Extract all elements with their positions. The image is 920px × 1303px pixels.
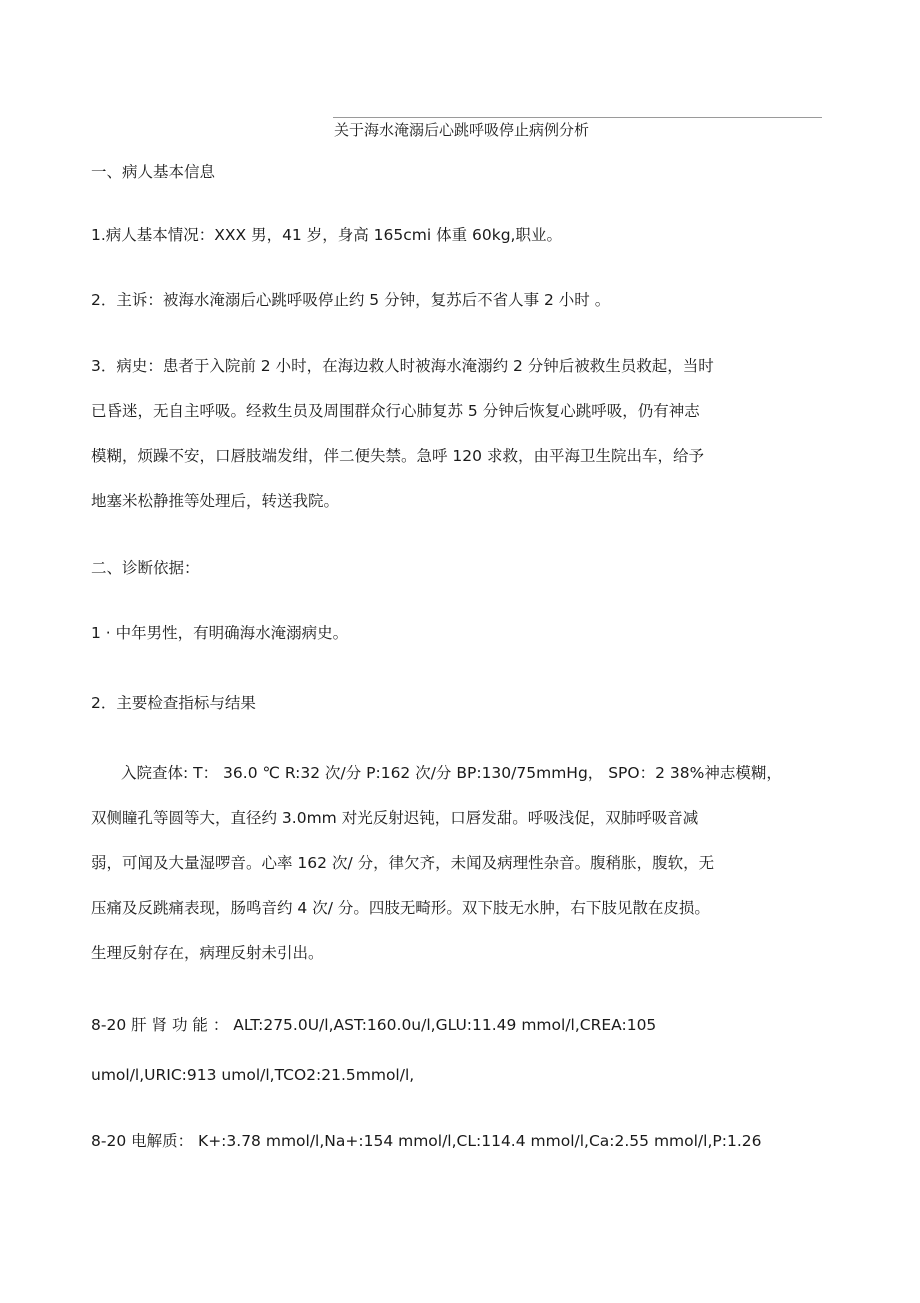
history-line: 3．病史：患者于入院前 2 小时，在海边救人时被海水淹溺约 2 分钟后被救生员救起，当时 [91, 357, 714, 375]
section-heading-diagnosis: 二、诊断依据： [91, 559, 200, 577]
exam-line: 入院查体: T： 36.0 ℃ R:32 次/分 P:162 次/分 BP:130/75mmHg， SPO：2 38%神志模糊， [121, 764, 782, 782]
history-line: 地塞米松静推等处理后，转送我院。 [91, 492, 340, 510]
electrolytes-line: 8-20 电解质： K+:3.78 mmol/l,Na+:154 mmol/l,CL:114.4 mmol/l,Ca:2.55 mmol/l,P:1.26 [91, 1132, 762, 1150]
exam-line: 双侧瞳孔等圆等大，直径约 3.0mm 对光反射迟钝，口唇发甜。呼吸浅促，双肺呼吸音减 [91, 809, 699, 827]
document-title: 关于海水淹溺后心跳呼吸停止病例分析 [334, 121, 590, 139]
exam-line: 弱，可闻及大量湿啰音。心率 162 次/ 分，律欠齐，未闻及病理性杂音。腹稍胀，腹软，无 [91, 854, 715, 872]
header-rule [333, 117, 822, 118]
patient-basic-info: 1.病人基本情况：XXX 男，41 岁，身高 165cmi 体重 60kg,职业。 [91, 226, 562, 244]
history-line: 模糊，烦躁不安，口唇肢端发绀，伴二便失禁。急呼 120 求救，由平海卫生院出车，给予 [91, 447, 704, 465]
liver-kidney-line: 8-20 肝 肾 功 能 ： ALT:275.0U/l,AST:160.0u/l,GLU:11.49 mmol/l,CREA:105 [91, 1016, 657, 1034]
exam-line: 生理反射存在，病理反射未引出。 [91, 944, 324, 962]
section-heading-patient-info: 一、病人基本信息 [91, 163, 216, 181]
exam-line: 压痛及反跳痛表现，肠鸣音约 4 次/ 分。四肢无畸形。双下肢无水肿，右下肢见散在皮损。 [91, 899, 710, 917]
diagnosis-item-2: 2．主要检查指标与结果 [91, 694, 256, 712]
liver-kidney-line: umol/l,URIC:913 umol/l,TCO2:21.5mmol/l, [91, 1066, 415, 1084]
chief-complaint: 2．主诉：被海水淹溺后心跳呼吸停止约 5 分钟，复苏后不省人事 2 小时 。 [91, 291, 611, 309]
diagnosis-item-1: 1 · 中年男性，有明确海水淹溺病史。 [91, 624, 349, 642]
history-line: 已昏迷，无自主呼吸。经救生员及周围群众行心肺复苏 5 分钟后恢复心跳呼吸，仍有神志 [91, 402, 700, 420]
